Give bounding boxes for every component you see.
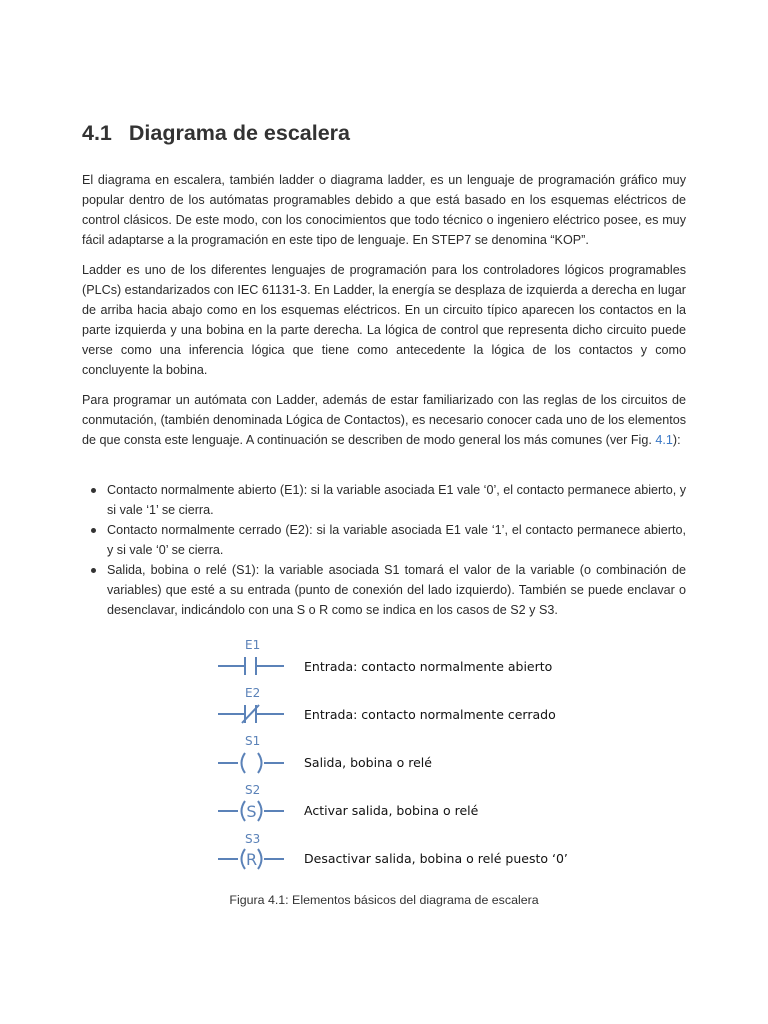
- normally-open-contact-icon: [216, 655, 286, 677]
- bullet-icon: [91, 568, 96, 573]
- symbol-label-s2: S2: [245, 783, 261, 797]
- list-item: [82, 520, 686, 560]
- bullet-icon: [91, 528, 96, 533]
- list-item: [82, 560, 686, 620]
- set-coil-letter: S: [246, 802, 257, 821]
- list-item-text: Contacto normalmente cerrado (E2): si la variable asociada E1 vale ‘1’, el contacto permanece abierto, y si vale ‘0’ se cierra.: [107, 523, 686, 557]
- symbol-description-s3: Desactivar salida, bobina o relé puesto ‘0’: [304, 851, 568, 866]
- section-title: Diagrama de escalera: [128, 121, 351, 145]
- figure-caption: Figura 4.1: Elementos básicos del diagrama de escalera: [229, 893, 539, 907]
- section-number: 4.1: [82, 121, 112, 145]
- symbol-label-s3: S3: [245, 832, 261, 846]
- reset-coil-icon: [216, 847, 286, 871]
- list-item-text: Contacto normalmente abierto (E1): si la variable asociada E1 vale ‘0’, el contacto permanece abierto, y si vale ‘1’ se cierra.: [107, 483, 686, 517]
- paragraph-elements-text: Para programar un autómata con Ladder, además de estar familiarizado con las reglas de los circuitos de conmutación, (también denominada Lógica de Contactos), es necesario conocer cada uno de los elementos de que consta este lenguaje. A continuación se describen de modo general los más comunes (ver Fig.: [82, 393, 686, 447]
- paragraph-intro: El diagrama en escalera, también ladder o diagrama ladder, es un lenguaje de programación gráfico muy popular dentro de los autómatas programables debido a que está basado en los esquemas eléctricos de control clásicos. De este modo, con los conocimientos que todo técnico o ingeniero eléctrico posee, es muy fácil adaptarse a la programación en este tipo de lenguaje. En STEP7 se denomina “KOP”.: [82, 173, 686, 247]
- list-item: [82, 480, 686, 520]
- symbol-label-e2: E2: [245, 686, 261, 700]
- normally-closed-contact-icon: [216, 703, 286, 725]
- bullet-icon: [91, 488, 96, 493]
- reset-coil-letter: R: [245, 850, 258, 869]
- set-coil-icon: [216, 799, 286, 823]
- symbol-label-s1: S1: [245, 734, 261, 748]
- symbol-description-e1: Entrada: contacto normalmente abierto: [304, 659, 553, 674]
- coil-icon: [216, 751, 286, 775]
- symbol-description-e2: Entrada: contacto normalmente cerrado: [304, 707, 556, 722]
- paragraph-elements-end: ):: [672, 433, 681, 447]
- paragraph-elements: [82, 390, 686, 450]
- section-heading: [82, 121, 350, 146]
- list-item-text: Salida, bobina o relé (S1): la variable asociada S1 tomará el valor de la variable (o combinación de variables) que esté a su entrada (punto de conexión del lado izquierdo). También se puede enclavar o desenclavar, indicándolo con una S o R como se indica en los casos de S2 y S3.: [107, 563, 686, 617]
- symbol-description-s1: Salida, bobina o relé: [304, 755, 432, 770]
- paragraph-ladder: Ladder es uno de los diferentes lenguajes de programación para los controladores lógicos programables (PLCs) estandarizados con IEC 61131-3. En Ladder, la energía se desplaza de izquierda a derecha en lugar de arriba hacia abajo como en los esquemas eléctricos. En un circuito típico aparecen los contactos en la parte izquierda y una bobina en la parte derecha. La lógica de control que representa dicho circuito puede verse como una inferencia lógica que tiene como antecedente la lógica de los contactos y como concluyente la bobina.: [82, 263, 686, 377]
- symbol-description-s2: Activar salida, bobina o relé: [304, 803, 479, 818]
- figure-reference-link[interactable]: 4.1: [655, 433, 673, 447]
- symbol-label-e1: E1: [245, 638, 261, 652]
- elements-list: [82, 480, 686, 620]
